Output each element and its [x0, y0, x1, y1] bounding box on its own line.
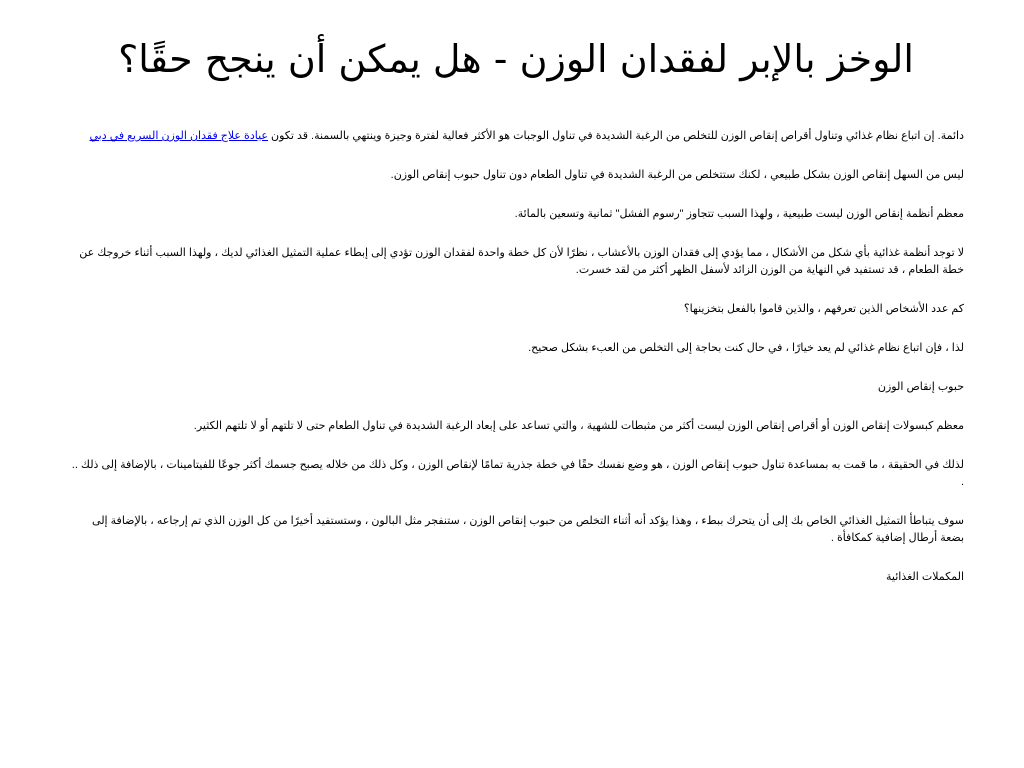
document-page: [0, 30, 1024, 768]
paragraph-10: سوف يتباطأ التمثيل الغذائي الخاص بك إلى أن يتحرك ببطء ، وهذا يؤكد أنه أثناء التخلص من حبوب إنقاص الوزن ، ستنفجر مثل البالون ، وستستفيد أخيرًا من كل الوزن الذي تم إرجاعه ، بالإضافة إلى بضعة أرطال إضافية كمكافأة .: [92, 515, 964, 544]
paragraph-intro-text: دائمة. إن اتباع نظام غذائي وتناول أقراص إنقاص الوزن للتخلص من الرغبة الشديدة في تناول الوجبات هو الأكثر فعالية لفترة وجيزة وينتهي بالسمنة. قد تكون: [267, 130, 964, 142]
section-heading-pills: حبوب إنقاص الوزن: [877, 381, 964, 393]
paragraph-5: كم عدد الأشخاص الذين تعرفهم ، والذين قاموا بالفعل بتخزينها؟: [683, 303, 964, 315]
clinic-link[interactable]: عيادة علاج فقدان الوزن السريع في دبي: [89, 130, 268, 142]
paragraph-9: لذلك في الحقيقة ، ما قمت به بمساعدة تناول حبوب إنقاص الوزن ، هو وضع نفسك حقًا في خطة جذرية تمامًا لإنقاص الوزن ، وكل ذلك من خلاله يصبح جسمك أكثر جوعًا للفيتامينات ، بالإضافة إلى ذلك .. .: [71, 459, 964, 488]
section-heading-supplements: المكملات الغذائية: [886, 571, 964, 583]
page-title: الوخز بالإبر لفقدان الوزن - هل يمكن أن ينجح حقًا؟: [118, 37, 914, 81]
article-body: [68, 128, 964, 586]
paragraph-intro: [68, 128, 964, 145]
paragraph-3: معظم أنظمة إنقاص الوزن ليست طبيعية ، ولهذا السبب تتجاوز "رسوم الفشل" ثمانية وتسعين بالمائة.: [514, 208, 964, 220]
paragraph-4: لا توجد أنظمة غذائية بأي شكل من الأشكال ، مما يؤدي إلى فقدان الوزن بالأعشاب ، نظرًا لأن كل خطة واحدة لفقدان الوزن تؤدي إلى إبطاء عملية التمثيل الغذائي لديك ، ولهذا السبب أثناء خروجك عن خطة الطعام ، قد تستفيد في النهاية من الوزن الزائد لأسفل الظهر أكثر من لقد خسرت.: [79, 247, 964, 276]
paragraph-6: لذا ، فإن اتباع نظام غذائي لم يعد خيارًا ، في حال كنت بحاجة إلى التخلص من العبء بشكل صحيح.: [528, 342, 964, 354]
paragraph-8: معظم كبسولات إنقاص الوزن أو أقراص إنقاص الوزن ليست أكثر من مثبطات للشهية ، والتي تساعد على إبعاد الرغبة الشديدة في تناول الطعام حتى لا تلتهم أو لا تلتهم الكثير.: [193, 420, 964, 432]
paragraph-2: ليس من السهل إنقاص الوزن بشكل طبيعي ، لكنك ستتخلص من الرغبة الشديدة في تناول الطعام دون تناول حبوب إنقاص الوزن.: [390, 169, 964, 181]
